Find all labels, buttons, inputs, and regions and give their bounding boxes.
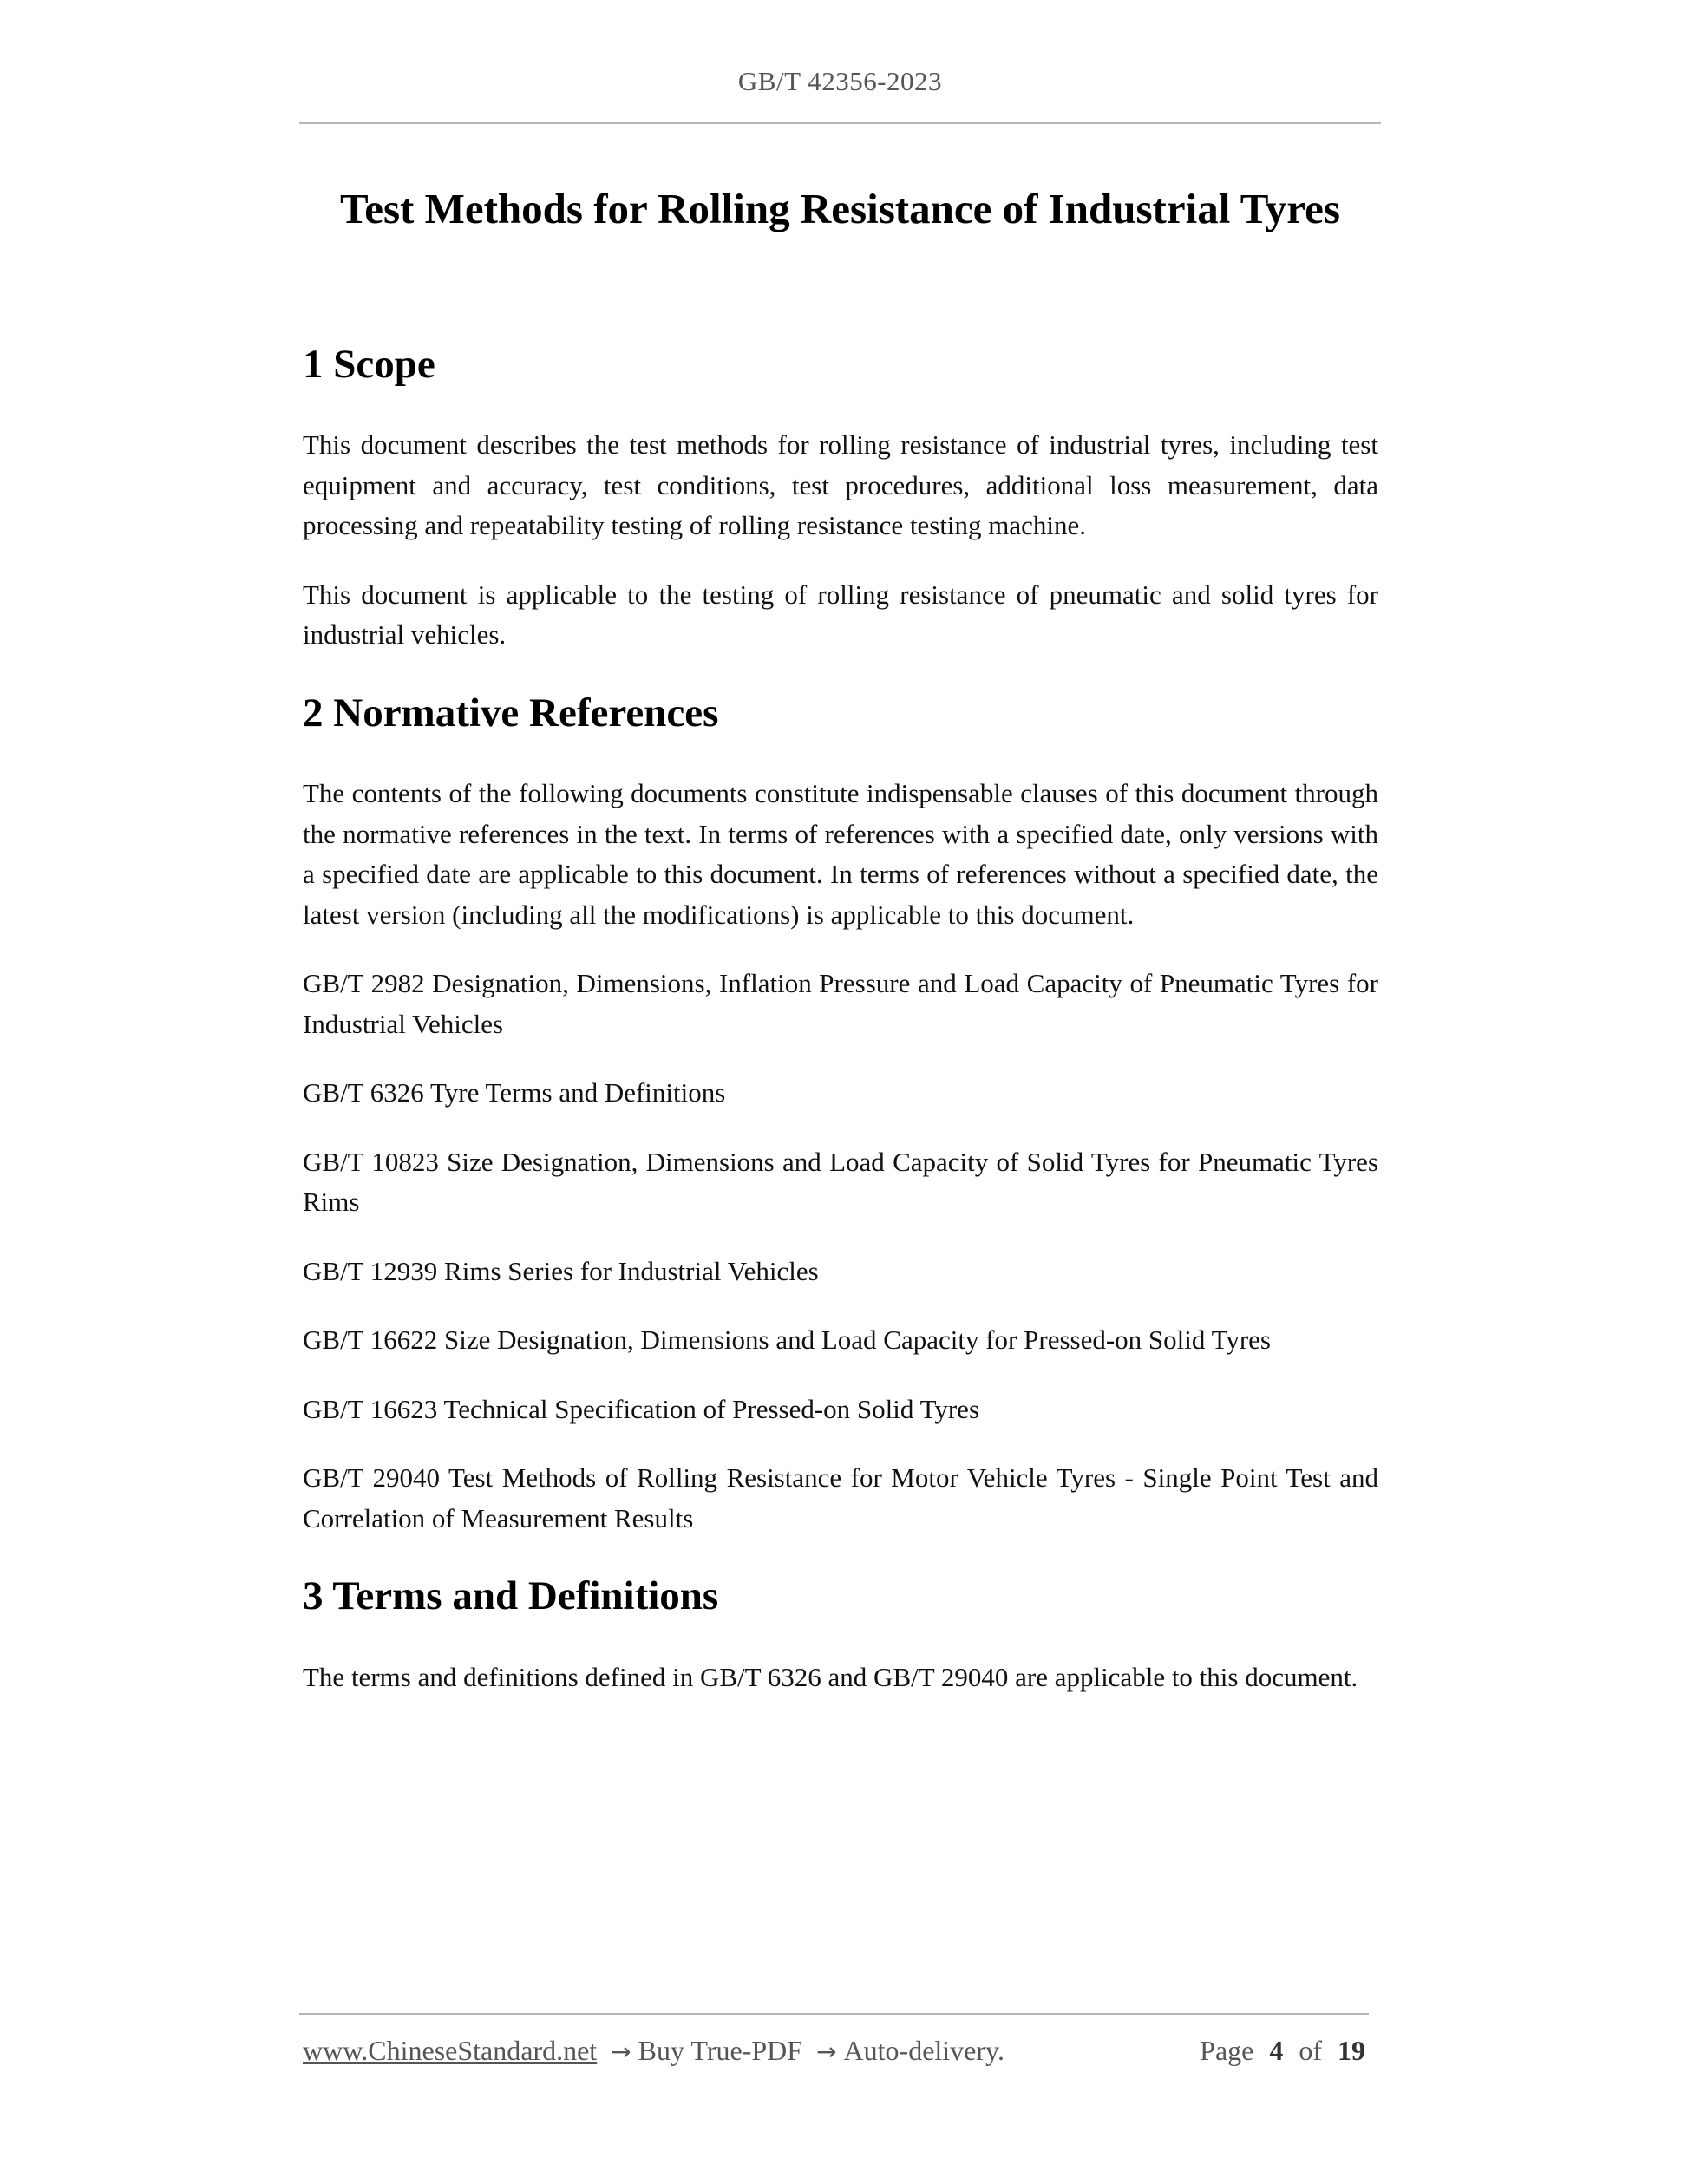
scope-paragraph-1: This document describes the test methods for rolling resistance of industrial tyres, including test equipment and accuracy, test conditions, test procedures, additional loss measurement, data processing and repeatability testing of rolling resistance testing machine. (303, 429, 1378, 541)
document-title: Test Methods for Rolling Resistance of Industrial Tyres (340, 185, 1340, 232)
reference-list (303, 964, 1378, 1539)
auto-delivery-text: Auto-delivery. (843, 2035, 1004, 2066)
reference-item-gbt-16622: GB/T 16622 Size Designation, Dimensions and Load Capacity for Pressed-on Solid Tyres (303, 1324, 1271, 1356)
reference-item-gbt-10823: GB/T 10823 Size Designation, Dimensions and Load Capacity of Solid Tyres for Pneumatic Tyres Rims (303, 1146, 1378, 1218)
chinesestandard-link[interactable]: www.ChineseStandard.net (303, 2035, 598, 2066)
total-pages-number: 19 (1338, 2035, 1365, 2066)
header-divider (299, 122, 1381, 124)
reference-item-gbt-12939: GB/T 12939 Rims Series for Industrial Vehicles (303, 1255, 819, 1286)
normative-references-intro: The contents of the following documents constitute indispensable clauses of this document through the normative references in the text. In terms of references with a specified date, only versions with a specified date are applicable to this document. In terms of references without a specified date, the latest version (including all the modifications) is applicable to this document. (303, 778, 1378, 930)
reference-item-gbt-6326: GB/T 6326 Tyre Terms and Definitions (303, 1077, 726, 1108)
right-arrow-icon: → (611, 2037, 631, 2066)
footer-divider (299, 2013, 1369, 2015)
current-page-number: 4 (1269, 2035, 1284, 2066)
of-label: of (1299, 2035, 1322, 2066)
reference-item-gbt-16623: GB/T 16623 Technical Specification of Pressed-on Solid Tyres (303, 1393, 980, 1424)
reference-item-gbt-29040: GB/T 29040 Test Methods of Rolling Resistance for Motor Vehicle Tyres - Single Point Test and Correlation of Measurement Results (303, 1462, 1378, 1533)
document-body (303, 340, 1378, 1697)
right-arrow-icon: → (816, 2037, 837, 2066)
section-heading-normative-references: 2 Normative References (303, 690, 719, 736)
terms-paragraph: The terms and definitions defined in GB/T 6326 and GB/T 29040 are applicable to this document. (303, 1661, 1358, 1692)
buy-true-pdf-text: Buy True-PDF (638, 2035, 803, 2066)
footer-promo (303, 2035, 1004, 2067)
page-footer (303, 2035, 1365, 2067)
page-number (1200, 2035, 1365, 2067)
section-heading-terms-and-definitions: 3 Terms and Definitions (303, 1573, 719, 1619)
reference-item-gbt-2982: GB/T 2982 Designation, Dimensions, Inflation Pressure and Load Capacity of Pneumatic Tyres for Industrial Vehicles (303, 968, 1378, 1039)
page-header-standard-code: GB/T 42356-2023 (737, 66, 943, 96)
scope-paragraph-2: This document is applicable to the testing of rolling resistance of pneumatic and solid tyres for industrial vehicles. (303, 579, 1378, 651)
section-heading-scope: 1 Scope (303, 342, 435, 387)
page-label: Page (1200, 2035, 1254, 2066)
